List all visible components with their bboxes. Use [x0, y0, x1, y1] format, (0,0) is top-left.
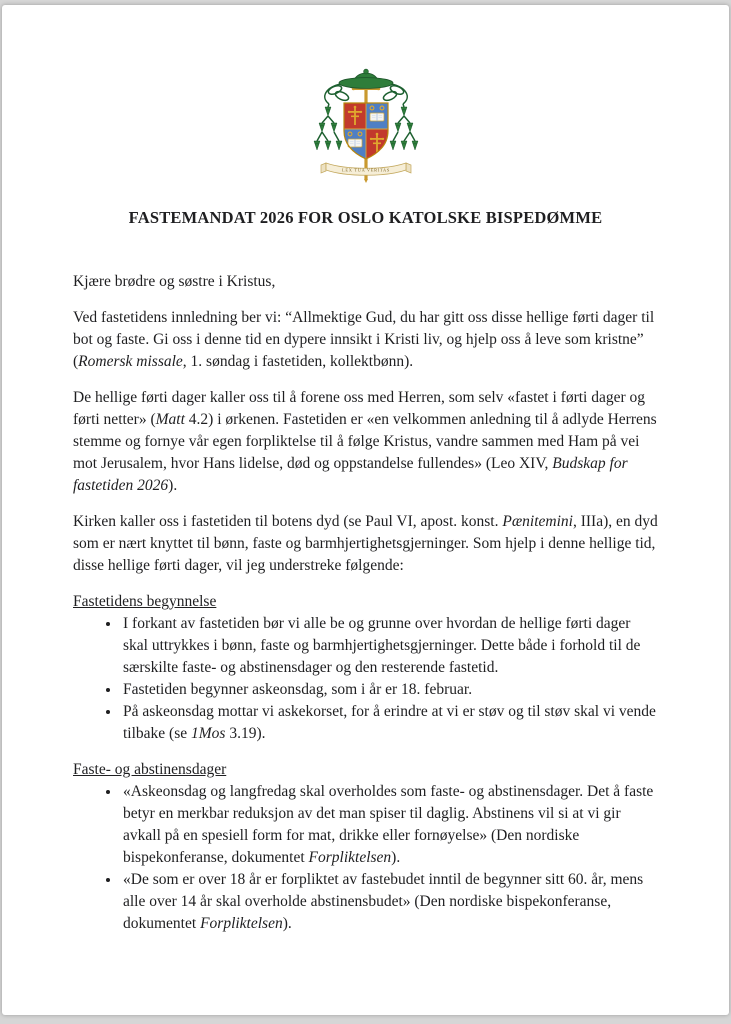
- bullet-item: [121, 679, 658, 701]
- shield: [344, 103, 388, 159]
- diocese-crest-icon: [312, 63, 420, 183]
- text-run: Kirken kaller oss i fastetiden til botens dyd (se Paul VI, apost. konst.: [73, 513, 503, 530]
- italic-text-run: Forpliktelsen: [308, 849, 392, 866]
- italic-text-run: Budskap for fastetiden 2026: [73, 455, 628, 494]
- bullet-item: [121, 869, 658, 935]
- text-run: 3.19).: [225, 725, 266, 742]
- document-content: [2, 63, 729, 935]
- paragraph-forty-days: [73, 387, 658, 497]
- italic-text-run: Forpliktelsen: [200, 915, 283, 932]
- text-run: ).: [282, 915, 292, 932]
- italic-text-run: Romersk missale: [78, 353, 183, 370]
- coat-of-arms: [73, 63, 658, 185]
- paragraph-opening-prayer: [73, 307, 658, 373]
- bullet-item: [121, 701, 658, 745]
- text-run: «De som er over 18 år er forpliktet av fastebudet inntil de begynner sitt 60. år, mens alle over 14 år skal overholde abstinensbudet» (Den nordiske bispekonferanse, dokumentet: [123, 871, 644, 932]
- text-run: Ved fastetidens innledning ber vi: “Allmektige Gud, du har gitt oss disse hellige førti dager til bot og faste. Gi oss i denne tid en dypere innsikt i Kristi liv, og hjelp oss å leve som kristne” (: [73, 309, 655, 370]
- text-run: På askeonsdag mottar vi askekorset, for å erindre at vi er støv og til støv skal vi vende tilbake (se: [123, 703, 656, 742]
- text-run: De hellige førti dager kaller oss til å forene oss med Herren, som selv «fastet i førti dager og førti netter» (: [73, 389, 646, 428]
- document-title: FASTEMANDAT 2026 FOR OSLO KATOLSKE BISPEDØMME: [128, 208, 603, 227]
- galero-hat: [339, 69, 393, 88]
- text-run: 4.2) i ørkenen. Fastetiden er «en velkommen anledning til å adlyde Herrens stemme og fornye vår egen forpliktelse til å følge Kristus, vandre sammen med Ham på vei mot Jerusalem, hvor Hans lidelse, død og oppstandelse fullendes» (Leo XIV,: [73, 411, 657, 472]
- bullet-list: [73, 781, 658, 935]
- text-run: , IIIa), en dyd som er nært knyttet til bønn, faste og barmhjertighetsgjerninger. Som hjelp i denne hellige tid, disse hellige førti dager, vil jeg understreke følgende:: [73, 513, 658, 574]
- bullet-item: [121, 781, 658, 869]
- text-run: ).: [391, 849, 401, 866]
- text-run: «Askeonsdag og langfredag skal overholdes som faste- og abstinensdager. Det å faste betyr en merkbar reduksjon av det man spiser til daglig. Abstinens vil si at vi gir avkall på en spesiell form for mat, drikke eller fornøyelse» (Den nordiske bispekonferanse, dokumentet: [123, 783, 654, 866]
- section-heading: Faste- og abstinensdager: [73, 761, 227, 778]
- italic-text-run: Pænitemini: [502, 513, 573, 530]
- bullet-list: [73, 613, 658, 745]
- motto-text: LEX TUA VERITAS: [341, 167, 390, 173]
- section-fastetidens-begynnelse: [73, 591, 658, 745]
- text-run: , 1. søndag i fastetiden, kollektbønn).: [182, 353, 414, 370]
- paragraph-penance: [73, 511, 658, 577]
- section-faste-og-abstinensdager: [73, 759, 658, 935]
- text-run: ).: [168, 477, 178, 494]
- text-run: I forkant av fastetiden bør vi alle be og grunne over hvordan de hellige førti dager skal uttrykkes i bønn, faste og barmhjertighetsgjerninger. Dette både i forhold til de særskilte faste- og abstinensdager og den resterende fastetid.: [123, 615, 641, 676]
- italic-text-run: 1Mos: [191, 725, 226, 742]
- section-heading: Fastetidens begynnelse: [73, 593, 217, 610]
- document-page: [2, 5, 729, 1015]
- bullet-item: [121, 613, 658, 679]
- text-run: Fastetiden begynner askeonsdag, som i år er 18. februar.: [123, 681, 473, 698]
- italic-text-run: Matt: [155, 411, 185, 428]
- greeting-line: Kjære brødre og søstre i Kristus,: [73, 273, 276, 290]
